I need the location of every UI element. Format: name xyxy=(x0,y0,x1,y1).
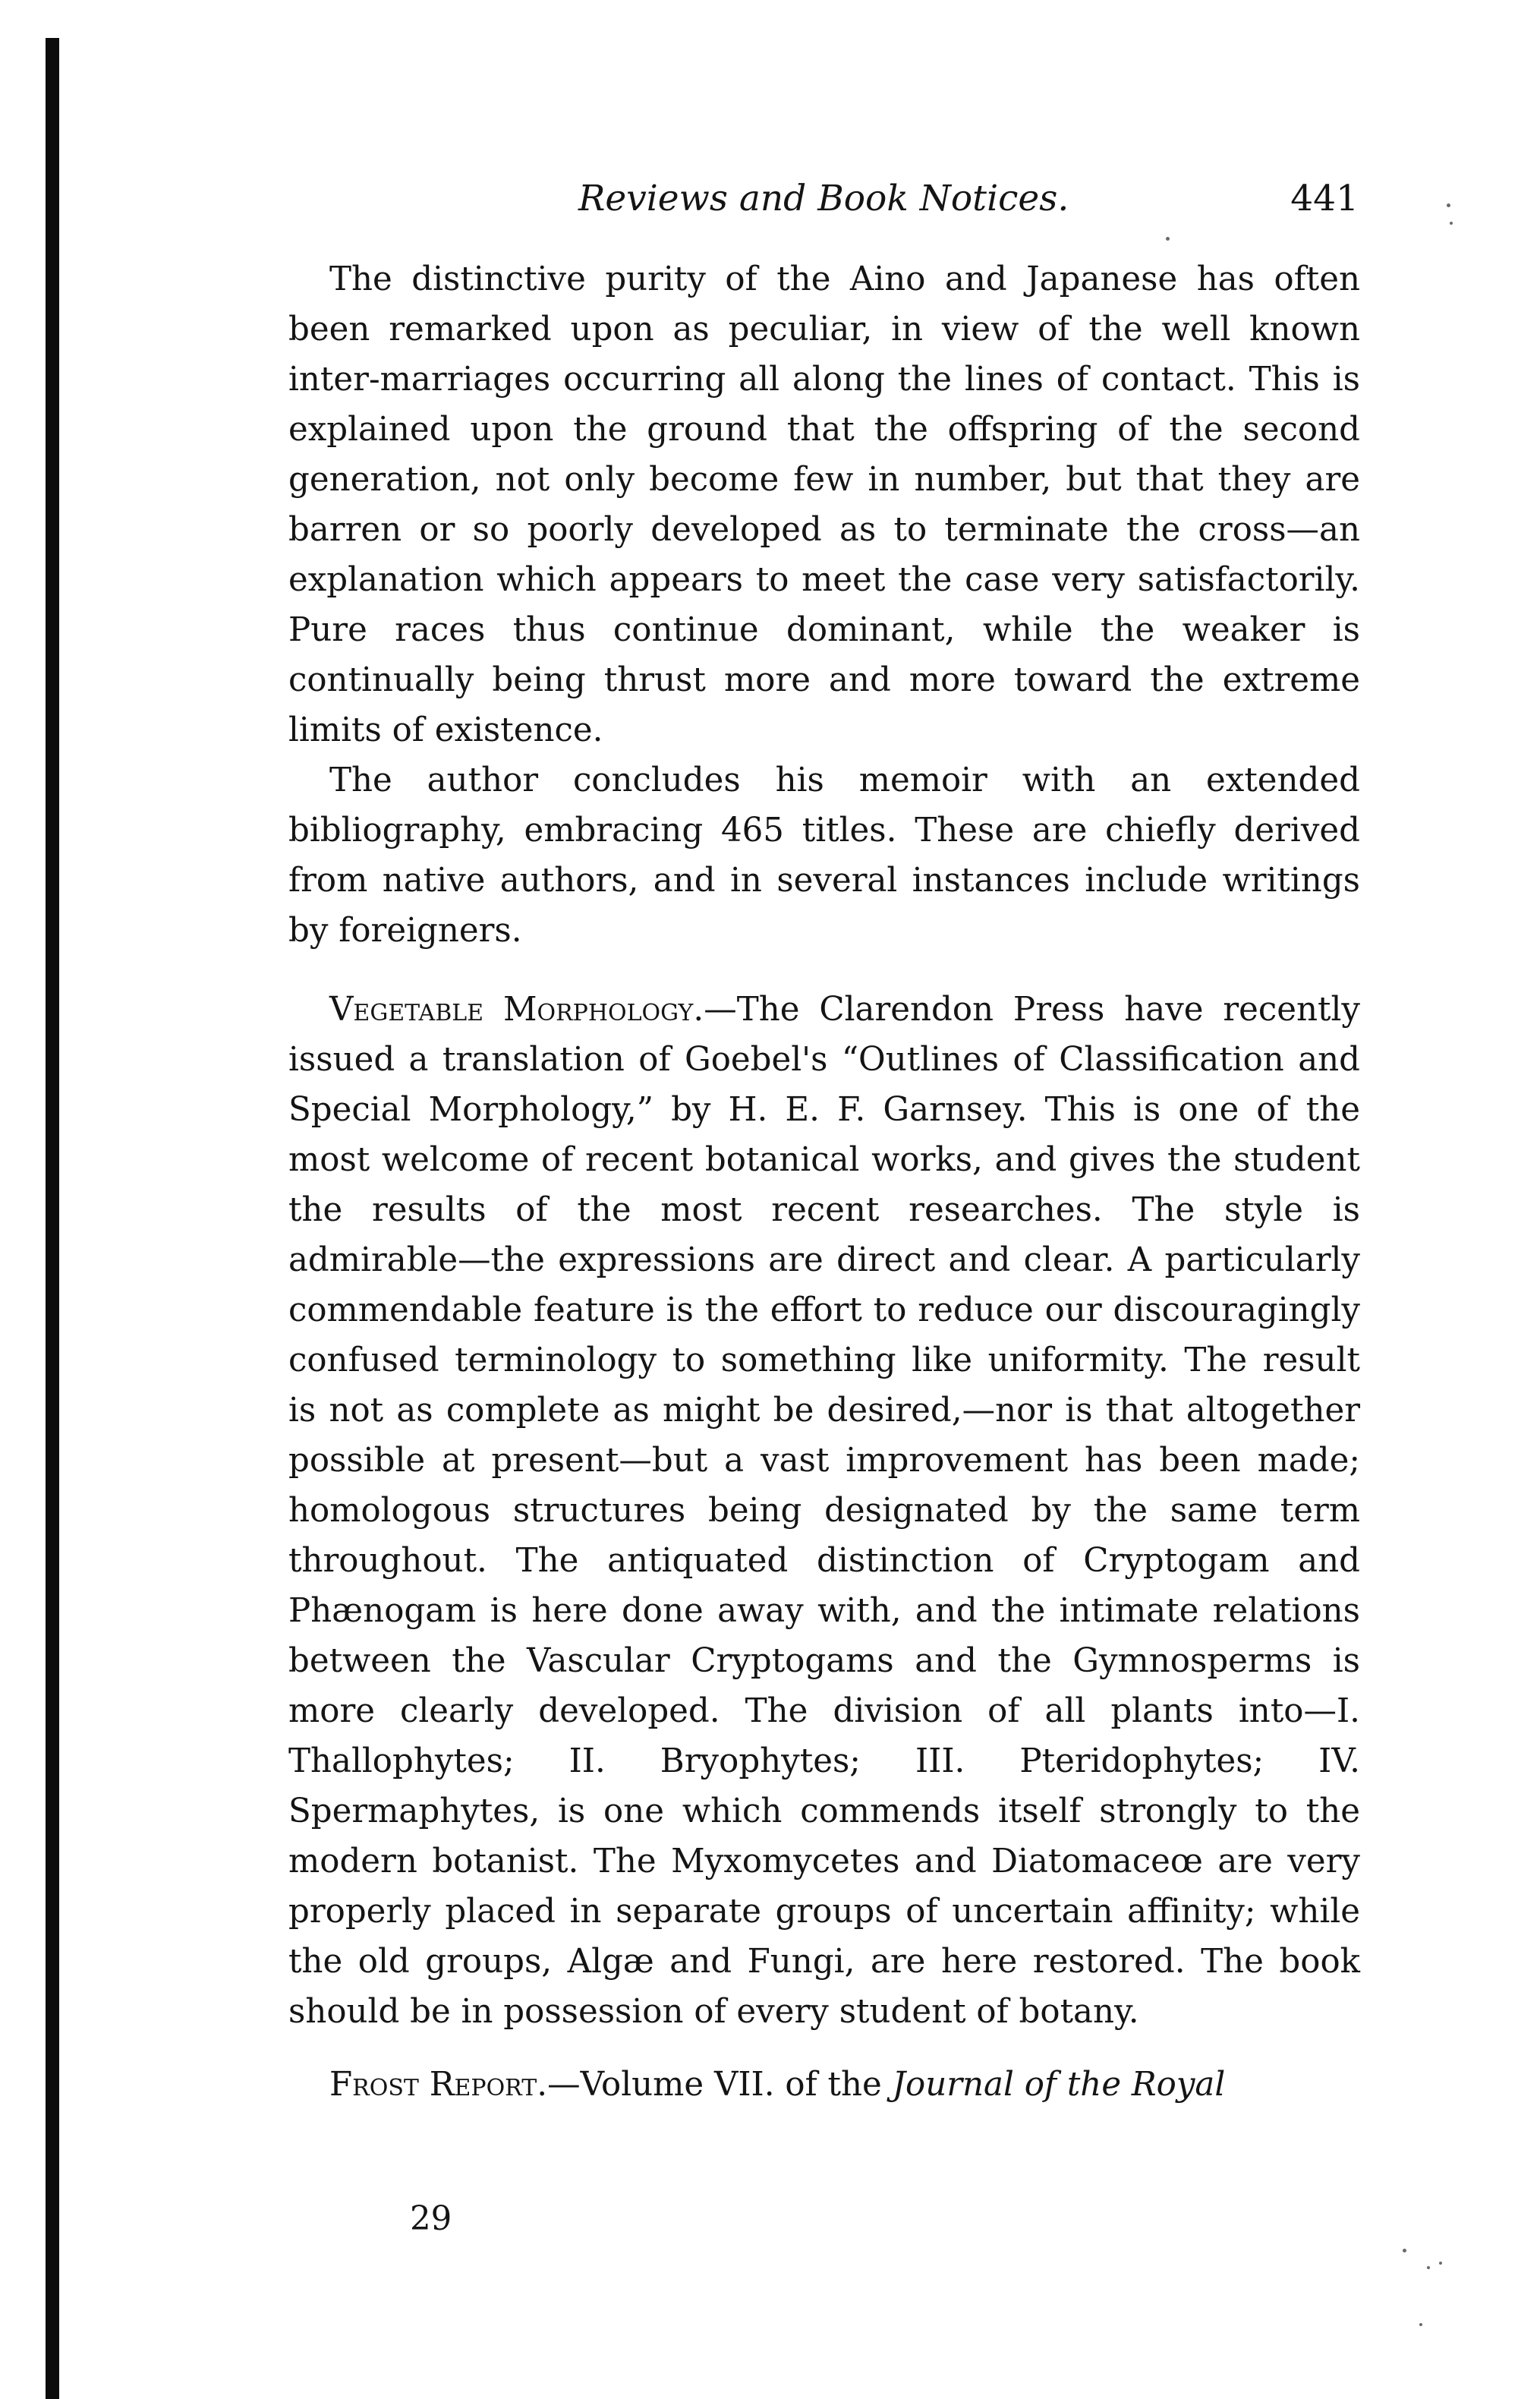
scan-speck xyxy=(1447,203,1450,207)
section-heading-frost-report: Frost Report. xyxy=(329,2066,548,2104)
page-number: 441 xyxy=(1290,178,1359,219)
running-title: Reviews and Book Notices. xyxy=(578,178,1069,219)
scan-speck xyxy=(1166,237,1170,241)
scan-speck xyxy=(1403,2249,1406,2252)
paragraph-aino-purity: The distinctive purity of the Aino and Japanese has often been remarked upon as peculiar, in view of the well known inter-marriages occurring all along the lines of contact. This is explained upon the ground that the offspring of the second generation, not only become few in number, but that they are barren or so poorly developed as to terminate the cross—an explanation which appears to meet the case very satisfactorily. Pure races thus continue dominant, while the weaker is continually being thrust more and more toward the extreme limits of existence. xyxy=(288,260,1360,749)
scan-speck xyxy=(1427,2266,1430,2269)
scan-speck xyxy=(1439,2262,1442,2265)
journal-title: Journal of the Royal xyxy=(892,2066,1226,2104)
paragraph-vegetable-morphology xyxy=(288,985,1360,2037)
body-text xyxy=(288,254,1360,2110)
running-header xyxy=(290,176,1359,222)
paragraph-frost-report xyxy=(288,2060,1360,2110)
binding-edge xyxy=(46,38,59,2399)
signature-mark: 29 xyxy=(410,2200,452,2238)
scan-speck xyxy=(1419,2323,1422,2326)
section-heading-vegetable-morphology: Vegetable Morphology. xyxy=(329,991,704,1029)
vegetable-morphology-text: —The Clarendon Press have recently issued a translation of Goebel's “Outlines of Classification and Special Morphology,” by H. E. F. Garnsey. This is one of the most welcome of recent botanical works, and gives the student the results of the most recent researches. The style is admirable—the expressions are direct and clear. A particularly commendable feature is the effort to reduce our discouragingly confused terminology to something like uniformity. The result is not as complete as might be desired,—nor is that altogether possible at present—but a vast improvement has been made; homologous structures being designated by the same term throughout. The antiquated distinction of Cryptogam and Phænogam is here done away with, and the intimate relations between the Vascular Cryptogams and the Gymnosperms is more clearly developed. The division of all plants into—I. Thallophytes; II. Bryophytes; III. Pteridophytes; IV. Spermaphytes, is one which commends itself strongly to the modern botanist. The Myxomycetes and Diatomaceœ are very properly placed in separate groups of uncertain affinity; while the old groups, Algæ and Fungi, are here restored. The book should be in possession of every student of botany. xyxy=(288,991,1360,2031)
paragraph-bibliography: The author concludes his memoir with an extended bibliography, embracing 465 titles. These are chiefly derived from native authors, and in several instances include writings by foreigners. xyxy=(288,761,1360,950)
frost-report-text: —Volume VII. of the xyxy=(547,2066,893,2104)
scan-speck xyxy=(1450,222,1453,225)
